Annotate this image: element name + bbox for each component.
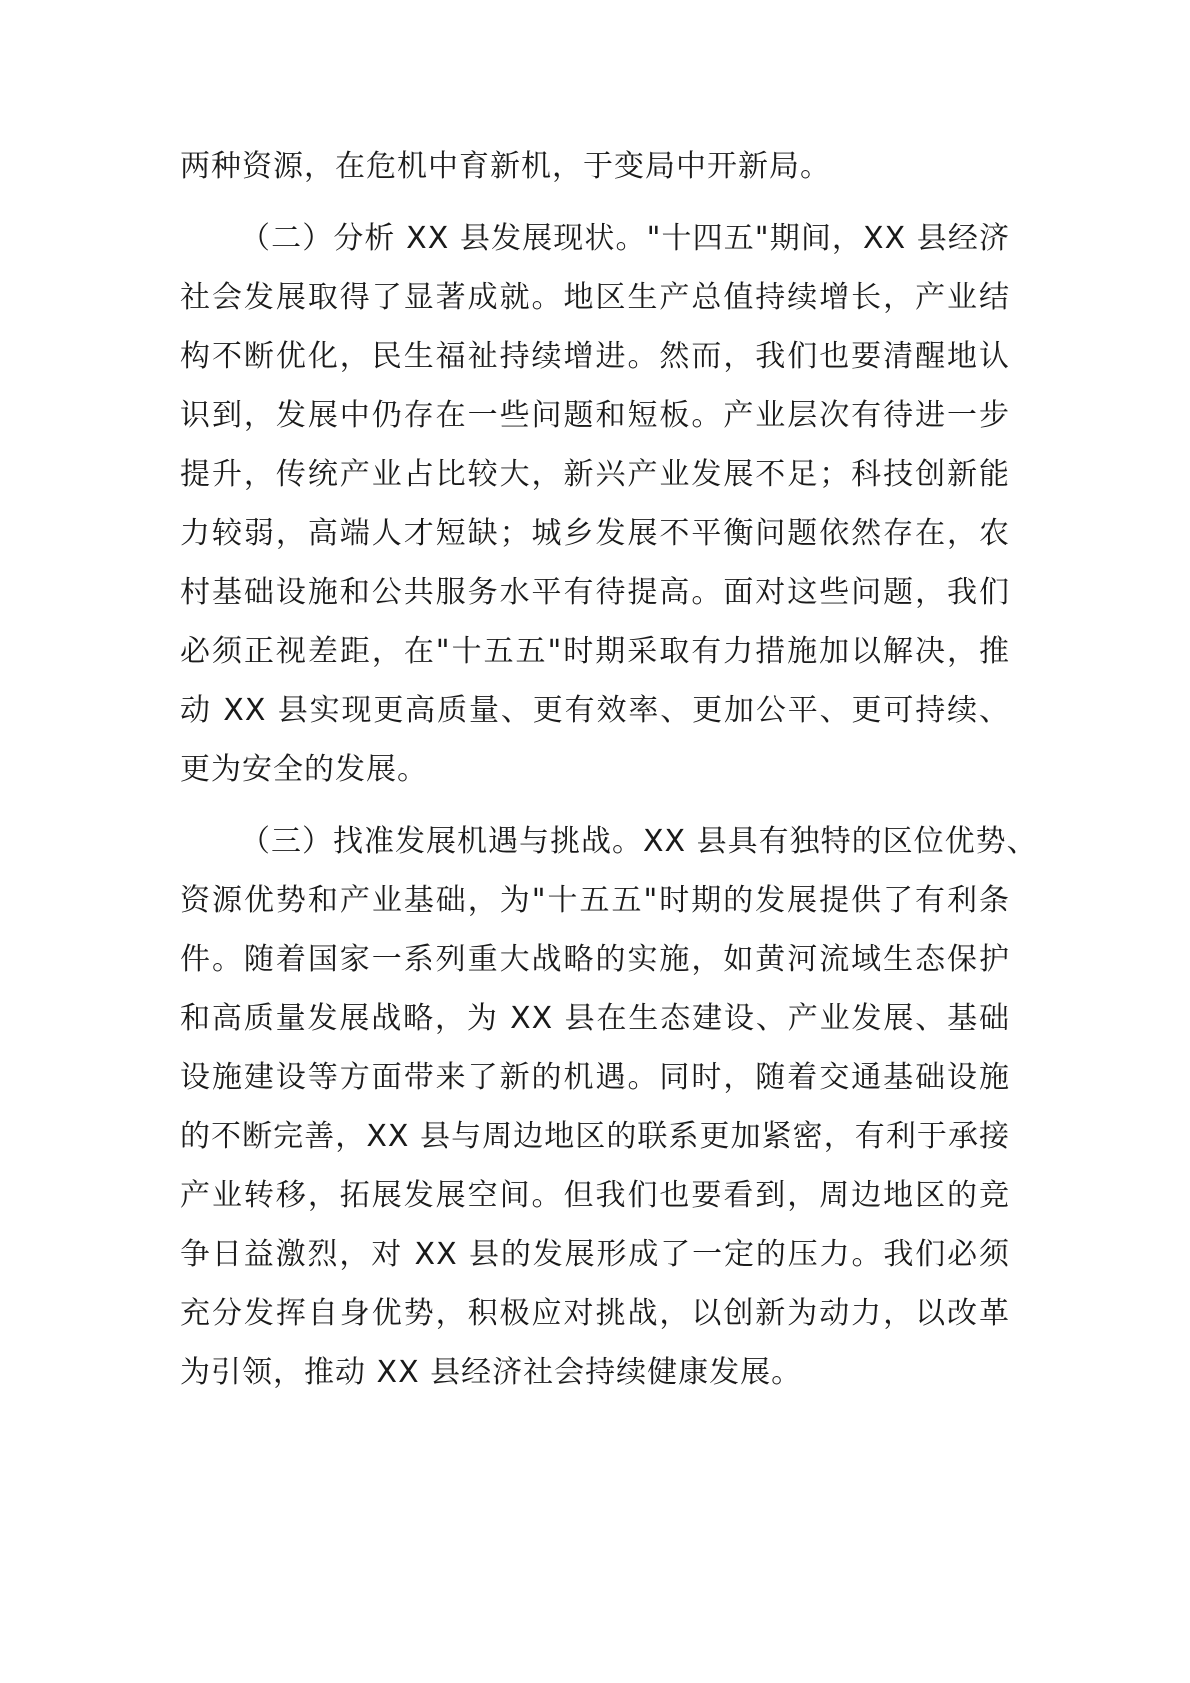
paragraph-3-line-6: 的不断完善，XX 县与周边地区的联系更加紧密，有利于承接 — [180, 1119, 1010, 1154]
paragraph-3-line-9: 充分发挥自身优势，积极应对挑战，以创新为动力，以改革 — [180, 1296, 1010, 1331]
paragraph-2-line-4: 识到，发展中仍存在一些问题和短板。产业层次有待进一步 — [180, 398, 1010, 433]
paragraph-2-line-1: （二）分析 XX 县发展现状。"十四五"期间，XX 县经济 — [240, 221, 1010, 256]
paragraph-2-line-3: 构不断优化，民生福祉持续增进。然而，我们也要清醒地认 — [180, 339, 1010, 374]
paragraph-1-line-1: 两种资源，在危机中育新机，于变局中开新局。 — [180, 149, 831, 184]
paragraph-3-line-8: 争日益激烈，对 XX 县的发展形成了一定的压力。我们必须 — [180, 1237, 1010, 1272]
paragraph-3-line-4: 和高质量发展战略，为 XX 县在生态建设、产业发展、基础 — [180, 1001, 1010, 1036]
paragraph-3-line-3: 件。随着国家一系列重大战略的实施，如黄河流域生态保护 — [180, 942, 1010, 977]
paragraph-2-line-6: 力较弱，高端人才短缺；城乡发展不平衡问题依然存在，农 — [180, 516, 1010, 551]
paragraph-3-line-10: 为引领，推动 XX 县经济社会持续健康发展。 — [180, 1355, 803, 1390]
paragraph-3-line-7: 产业转移，拓展发展空间。但我们也要看到，周边地区的竞 — [180, 1178, 1010, 1213]
paragraph-3-line-2: 资源优势和产业基础，为"十五五"时期的发展提供了有利条 — [180, 883, 1010, 918]
paragraph-2-line-2: 社会发展取得了显著成就。地区生产总值持续增长，产业结 — [180, 280, 1010, 315]
paragraph-2-line-9: 动 XX 县实现更高质量、更有效率、更加公平、更可持续、 — [180, 693, 1010, 728]
paragraph-2-line-10: 更为安全的发展。 — [180, 752, 428, 787]
paragraph-2-line-8: 必须正视差距，在"十五五"时期采取有力措施加以解决，推 — [180, 634, 1010, 669]
paragraph-2-line-5: 提升，传统产业占比较大，新兴产业发展不足；科技创新能 — [180, 457, 1010, 492]
paragraph-2-line-7: 村基础设施和公共服务水平有待提高。面对这些问题，我们 — [180, 575, 1010, 610]
paragraph-3-line-1: （三）找准发展机遇与挑战。XX 县具有独特的区位优势、 — [240, 824, 1038, 859]
paragraph-3-line-5: 设施建设等方面带来了新的机遇。同时，随着交通基础设施 — [180, 1060, 1010, 1095]
